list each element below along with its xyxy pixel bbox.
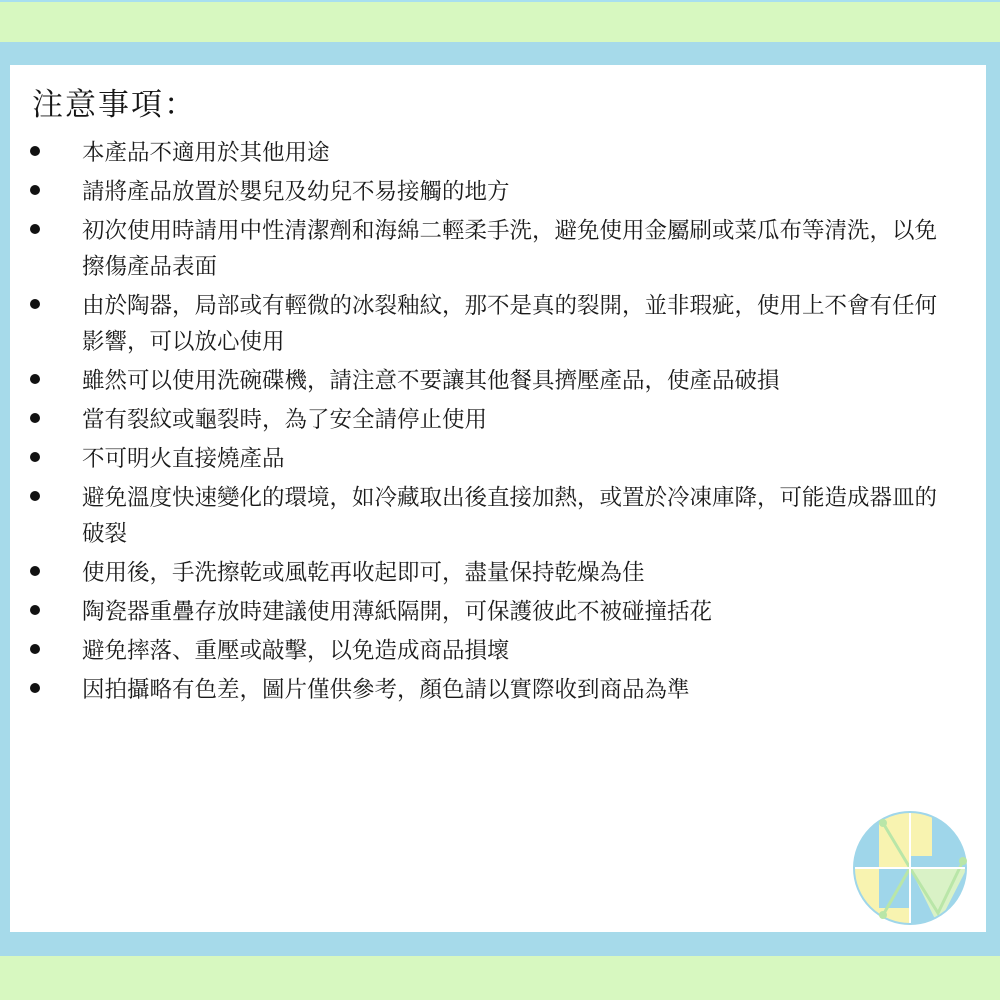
- list-item: [10, 135, 986, 171]
- note-text: 因拍攝略有色差，圖片僅供參考，顏色請以實際收到商品為準: [82, 677, 690, 703]
- list-item: [10, 441, 986, 477]
- top-band: [0, 0, 1000, 42]
- list-item: [10, 363, 986, 399]
- bullet-icon: [30, 185, 40, 195]
- notice-panel: [10, 65, 986, 932]
- note-text: 避免摔落、重壓或敲擊，以免造成商品損壞: [82, 638, 510, 664]
- note-text: 陶瓷器重疊存放時建議使用薄紙隔開，可保護彼此不被碰撞括花: [82, 599, 713, 625]
- list-item: [10, 672, 986, 708]
- brand-logo-icon: [853, 811, 967, 925]
- list-item: [10, 402, 986, 438]
- note-text: 雖然可以使用洗碗碟機，請注意不要讓其他餐具擠壓產品，使產品破損: [82, 368, 780, 394]
- list-item: [10, 480, 986, 552]
- bullet-icon: [30, 374, 40, 384]
- bullet-icon: [30, 224, 40, 234]
- list-item: [10, 555, 986, 591]
- bottom-band: [0, 956, 1000, 1000]
- note-text: 不可明火直接燒產品: [82, 446, 285, 472]
- list-item: [10, 174, 986, 210]
- list-item: [10, 594, 986, 630]
- notes-list: [10, 135, 986, 711]
- note-text: 請將產品放置於嬰兒及幼兒不易接觸的地方: [82, 179, 510, 205]
- bullet-icon: [30, 644, 40, 654]
- list-item: [10, 288, 986, 360]
- bullet-icon: [30, 146, 40, 156]
- bullet-icon: [30, 491, 40, 501]
- note-text: 使用後，手洗擦乾或風乾再收起即可，盡量保持乾燥為佳: [82, 560, 645, 586]
- bullet-icon: [30, 413, 40, 423]
- list-item: [10, 633, 986, 669]
- note-text: 初次使用時請用中性清潔劑和海綿二輕柔手洗，避免使用金屬刷或菜瓜布等清洗，以免擦傷產品表面: [82, 218, 938, 280]
- note-text: 本產品不適用於其他用途: [82, 140, 330, 166]
- note-text: 由於陶器，局部或有輕微的冰裂釉紋，那不是真的裂開，並非瑕疵，使用上不會有任何影響，可以放心使用: [82, 293, 938, 355]
- note-text: 當有裂紋或龜裂時，為了安全請停止使用: [82, 407, 488, 433]
- top-band-line: [0, 0, 1000, 2]
- bullet-icon: [30, 605, 40, 615]
- bullet-icon: [30, 299, 40, 309]
- bullet-icon: [30, 683, 40, 693]
- page-title: 注意事項：: [32, 87, 197, 123]
- note-text: 避免溫度快速變化的環境，如冷藏取出後直接加熱，或置於冷凍庫降，可能造成器皿的破裂: [82, 485, 938, 547]
- list-item: [10, 213, 986, 285]
- bullet-icon: [30, 566, 40, 576]
- bullet-icon: [30, 452, 40, 462]
